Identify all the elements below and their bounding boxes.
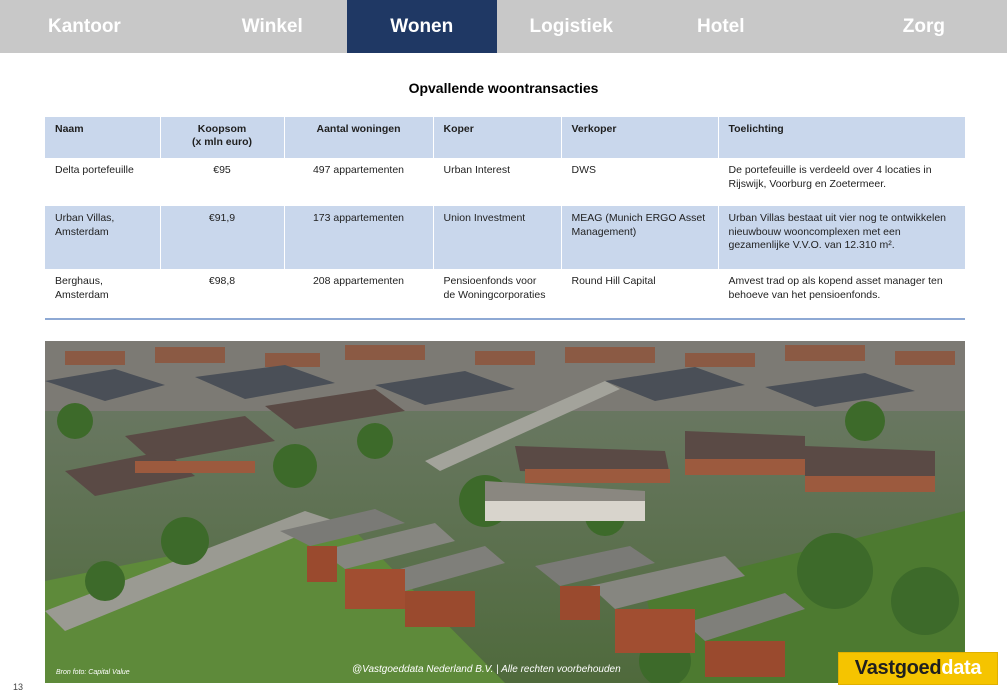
tab-zorg[interactable]: Zorg [902,15,945,37]
cell-naam: Delta portefeuille [45,158,160,206]
cell-naam: Urban Villas, Amsterdam [45,206,160,269]
col-header-koopsom: Koopsom (x mln euro) [160,117,284,158]
cell-aantal-woningen: 497 appartementen [284,158,433,206]
col-header-koper: Koper [433,117,561,158]
table-header-row [45,117,965,158]
cell-toelichting: Amvest trad op als kopend asset manager ten behoeve van het pensioenfonds. [718,269,965,318]
tab-wonen[interactable]: Wonen [347,0,497,53]
cell-koper: Pensioenfonds voor de Woningcorporaties [433,269,561,318]
tab-winkel[interactable]: Winkel [241,15,303,37]
cell-verkoper: Round Hill Capital [561,269,718,318]
tab-kantoor[interactable]: Kantoor [48,15,121,37]
tab-hotel[interactable]: Hotel [697,15,745,37]
page-number: 13 [13,682,24,692]
copyright-notice: @Vastgoeddata Nederland B.V. | Alle rechten voorbehouden [352,664,621,675]
cell-toelichting: Urban Villas bestaat uit vier nog te ontwikkelen nieuwbouw wooncomplexen met een gezamenlijke V.V.O. van 12.310 m². [718,206,965,269]
col-header-verkoper: Verkoper [561,117,718,158]
transactions-table [45,117,966,318]
cell-koopsom: €95 [160,158,284,206]
col-header-toelichting: Toelichting [718,117,965,158]
aerial-photo [45,341,965,683]
cell-koper: Union Investment [433,206,561,269]
table-bottom-rule [45,318,965,320]
table-row [45,158,965,206]
logo-text-part2: data [941,657,982,679]
tab-logistiek[interactable]: Logistiek [529,15,613,37]
cell-aantal-woningen: 208 appartementen [284,269,433,318]
vastgoeddata-logo [838,652,998,685]
table-row [45,269,965,318]
cell-verkoper: MEAG (Munich ERGO Asset Management) [561,206,718,269]
category-tabs [0,0,1007,53]
cell-koper: Urban Interest [433,158,561,206]
cell-toelichting: De portefeuille is verdeeld over 4 locaties in Rijswijk, Voorburg en Zoetermeer. [718,158,965,206]
table-row [45,206,965,269]
cell-aantal-woningen: 173 appartementen [284,206,433,269]
cell-naam: Berghaus, Amsterdam [45,269,160,318]
cell-koopsom: €91,9 [160,206,284,269]
logo-text-part1: Vastgoed [854,657,942,679]
photo-credit: Bron foto: Capital Value [56,669,130,676]
col-header-naam: Naam [45,117,160,158]
page-title: Opvallende woontransacties [408,80,599,96]
cell-koopsom: €98,8 [160,269,284,318]
cell-verkoper: DWS [561,158,718,206]
col-header-aantal-woningen: Aantal woningen [284,117,433,158]
